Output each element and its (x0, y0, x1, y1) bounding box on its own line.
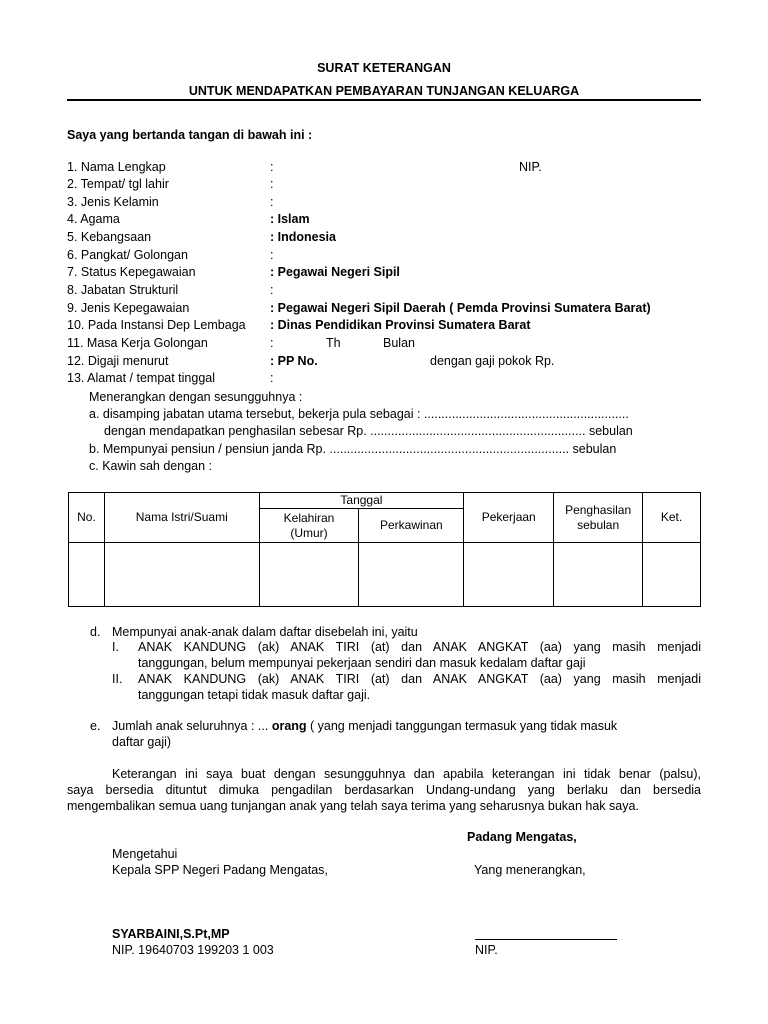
field-label: 7. Status Kepegawaian (67, 265, 196, 279)
place-date: Padang Mengatas, (467, 830, 577, 844)
section-d-i-line1: ANAK KANDUNG (ak) ANAK TIRI (at) dan ANAK ANGKAT (aa) yang masih menjadi (138, 640, 701, 654)
col-penghasilan: Penghasilan sebulan (554, 493, 643, 543)
field-value: : Pegawai Negeri Sipil Daerah ( Pemda Provinsi Sumatera Barat) (270, 301, 651, 315)
field-value: : PP No. (270, 354, 318, 368)
field-label: 5. Kebangsaan (67, 230, 152, 244)
field-value: : Pegawai Negeri Sipil (270, 265, 400, 279)
document-title: SURAT KETERANGAN (317, 61, 451, 75)
field-label: 3. Jenis Kelamin (67, 195, 159, 209)
kepala-label: Kepala SPP Negeri Padang Mengatas, (112, 863, 328, 877)
section-e-line2: daftar gaji) (112, 735, 172, 749)
declare-b: b. Mempunyai pensiun / pensiun janda Rp. ..................................................................... sebulan (89, 442, 617, 456)
col-ket: Ket. (643, 493, 701, 543)
signer-name: SYARBAINI,S.Pt,MP (112, 927, 230, 941)
closing-line1: Keterangan ini saya buat dengan sesungguhnya dan apabila keterangan ini tidak benar (palsu), (112, 767, 701, 781)
spouse-table (68, 492, 701, 607)
field-label: 2. Tempat/ tgl lahir (67, 177, 169, 191)
signer-nip: NIP. 19640703 199203 1 003 (112, 943, 274, 957)
intro-text: Saya yang bertanda tangan di bawah ini : (67, 128, 313, 142)
col-pekerjaan: Pekerjaan (464, 493, 554, 543)
col-tanggal: Tanggal (259, 493, 464, 509)
gaji-pokok-label: dengan gaji pokok Rp. (430, 354, 555, 368)
field-label: 9. Jenis Kepegawaian (67, 301, 190, 315)
section-d-ii-line2: tanggungan tetapi tidak masuk daftar gaji. (138, 688, 371, 702)
section-d-text: Mempunyai anak-anak dalam daftar disebelah ini, yaitu (112, 625, 418, 639)
field-label: 6. Pangkat/ Golongan (67, 248, 188, 262)
masa-bulan-label: Bulan (383, 336, 415, 350)
section-e-marker: e. (90, 719, 101, 733)
nip-label: NIP. (519, 160, 542, 174)
section-d-i-marker: I. (112, 640, 119, 654)
col-kelahiran: Kelahiran (Umur) (259, 509, 359, 543)
declare-a1: a. disamping jabatan utama tersebut, bekerja pula sebagai : ........................................................... (89, 407, 629, 421)
field-label: 4. Agama (67, 212, 120, 226)
field-label: 12. Digaji menurut (67, 354, 169, 368)
masa-th-label: Th (326, 336, 341, 350)
section-d-i-line2: tanggungan, belum mempunyai pekerjaan sendiri dan masuk kedalam daftar gaji (138, 656, 586, 670)
field-value: : (270, 195, 274, 209)
field-label: 13. Alamat / tempat tinggal (67, 371, 216, 385)
section-e-line1: Jumlah anak seluruhnya : ... orang ( yang menjadi tanggungan termasuk yang tidak masuk (112, 719, 618, 733)
col-nama: Nama Istri/Suami (104, 493, 259, 543)
field-value: : Indonesia (270, 230, 336, 244)
signature-line (475, 939, 617, 940)
mengetahui-label: Mengetahui (112, 847, 178, 861)
declare-heading: Menerangkan dengan sesungguhnya : (89, 390, 303, 404)
field-label: 8. Jabatan Strukturil (67, 283, 179, 297)
field-value: : (270, 283, 274, 297)
right-nip: NIP. (475, 943, 498, 957)
field-value: : (270, 248, 274, 262)
header-rule (67, 99, 701, 101)
field-value: : (270, 177, 274, 191)
document-subtitle: UNTUK MENDAPATKAN PEMBAYARAN TUNJANGAN KELUARGA (188, 84, 580, 98)
section-d-ii-marker: II. (112, 672, 123, 686)
field-value: : Islam (270, 212, 310, 226)
field-value: : (270, 336, 274, 350)
table-row (69, 543, 701, 607)
declare-a2: dengan mendapatkan penghasilan sebesar Rp. .............................................................. sebulan (104, 424, 633, 438)
declare-c: c. Kawin sah dengan : (89, 459, 212, 473)
col-no: No. (69, 493, 105, 543)
closing-line3: mengembalikan semua uang tunjangan anak yang telah saya terima yang seharusnya bukan hak saya. (67, 799, 639, 813)
field-label: 11. Masa Kerja Golongan (67, 336, 208, 350)
yang-menerangkan-label: Yang menerangkan, (474, 863, 586, 877)
closing-line2: saya bersedia dituntut dimuka pengadilan berdasarkan Undang-undang yang berlaku dan bersedia (67, 783, 701, 797)
field-label: 10. Pada Instansi Dep Lembaga (67, 318, 246, 332)
field-value: : (270, 160, 274, 174)
section-d-marker: d. (90, 625, 101, 639)
field-label: 1. Nama Lengkap (67, 160, 166, 174)
field-value: : Dinas Pendidikan Provinsi Sumatera Barat (270, 318, 531, 332)
section-d-ii-line1: ANAK KANDUNG (ak) ANAK TIRI (at) dan ANAK ANGKAT (aa) yang masih menjadi (138, 672, 701, 686)
field-value: : (270, 371, 274, 385)
col-perkawinan: Perkawinan (359, 509, 464, 543)
